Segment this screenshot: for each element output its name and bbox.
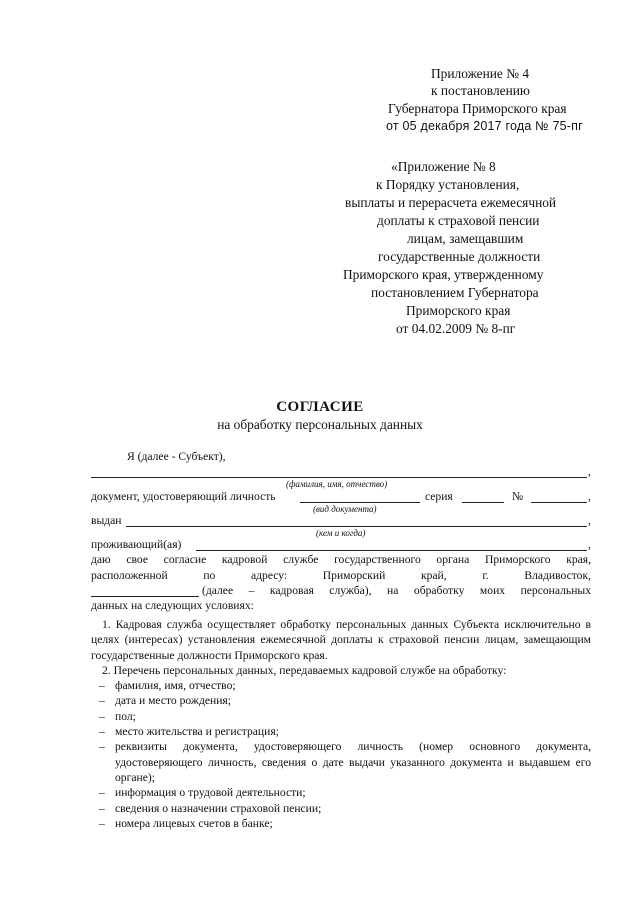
hr-service-input[interactable]: [91, 585, 199, 597]
list-item: – реквизиты документа, удостоверяющего личность (номер основного документа, удостоверяющего личность, сведения о дате выдачи указанного документа и выдавшем его органе);: [91, 739, 591, 785]
residing-input[interactable]: [196, 539, 587, 551]
fio-caption: (фамилия, имя, отчество): [286, 479, 388, 490]
fio-input-line[interactable]: [91, 466, 587, 478]
id-document-type-input[interactable]: [300, 491, 420, 503]
id-document-row: [91, 489, 591, 514]
consent-line: [91, 552, 591, 567]
list-item: – фамилия, имя, отчество;: [91, 678, 591, 693]
annex-line: «Приложение № 8: [391, 159, 496, 174]
subject-label: Я (далее - Субъект),: [127, 450, 226, 463]
residing-comma: ,: [588, 538, 591, 552]
residing-row: [91, 537, 591, 552]
consent-line: [91, 583, 591, 598]
header-line-1: Приложение № 4: [431, 66, 530, 81]
id-document-caption: (вид документа): [313, 503, 377, 514]
residing-label: проживающий(ая): [91, 538, 182, 552]
annex-line: Приморского края: [406, 303, 511, 318]
annex-line: доплаты к страховой пенсии: [377, 213, 540, 228]
annex-line: к Порядку установления,: [376, 177, 520, 192]
document-title: СОГЛАСИЕ: [276, 399, 364, 415]
issued-input[interactable]: [126, 515, 587, 527]
number-label: №: [512, 489, 524, 503]
header-line-4-stamp: от 05 декабря 2017 года № 75-пг: [386, 119, 583, 133]
document-subtitle: на обработку персональных данных: [217, 417, 423, 432]
consent-line: [91, 568, 591, 583]
id-document-comma: ,: [588, 489, 591, 503]
issued-comma: ,: [588, 513, 591, 527]
list-item: – сведения о назначении страховой пенсии;: [91, 801, 591, 816]
consent-text-line-4: данных на следующих условиях:: [91, 599, 254, 613]
annex-line: Приморского края, утвержденному: [343, 267, 544, 282]
list-item: – место жительства и регистрация;: [91, 724, 591, 739]
consent-text-line-1: даю свое согласие кадровой службе государственного органа Приморского края,: [91, 553, 591, 567]
annex-line: государственные должности: [378, 249, 541, 264]
annex-line: от 04.02.2009 № 8-пг: [396, 321, 516, 336]
annex-line: постановлением Губернатора: [371, 285, 539, 300]
fio-row: [91, 464, 591, 490]
id-document-label: документ, удостоверяющий личность: [91, 489, 276, 503]
series-label: серия: [425, 489, 453, 503]
fio-comma: ,: [588, 465, 591, 479]
issued-row: [91, 513, 591, 538]
condition-1: 1. Кадровая служба осуществляет обработку персональных данных Субъекта исключительно в целях (интересах) установления ежемесячной доплаты к страховой пенсии лицам, замещающим государственные должности Приморского края.: [91, 618, 591, 662]
conditions: [91, 617, 591, 831]
consent-form: [91, 449, 591, 614]
condition-2: 2. Перечень персональных данных, передаваемых кадровой службе на обработку:: [102, 663, 507, 677]
series-input[interactable]: [462, 491, 504, 503]
list-item: – дата и место рождения;: [91, 693, 591, 708]
header-line-3: Губернатора Приморского края: [388, 101, 567, 116]
list-item: – информация о трудовой деятельности;: [91, 785, 591, 800]
list-item: – номера лицевых счетов в банке;: [91, 816, 591, 831]
annex-line: лицам, замещавшим: [407, 231, 524, 246]
issued-label: выдан: [91, 513, 122, 527]
number-input[interactable]: [531, 491, 587, 503]
issued-caption: (кем и когда): [316, 527, 366, 538]
consent-text-line-2: расположенной по адресу: Приморский край, г. Владивосток,: [91, 568, 591, 582]
list-item: – пол;: [91, 709, 591, 724]
annex-line: выплаты и перерасчета ежемесячной: [345, 195, 557, 210]
header-line-2: к постановлению: [431, 83, 530, 98]
consent-text-line-3: (далее – кадровая служба), на обработку моих персональных: [202, 584, 591, 598]
